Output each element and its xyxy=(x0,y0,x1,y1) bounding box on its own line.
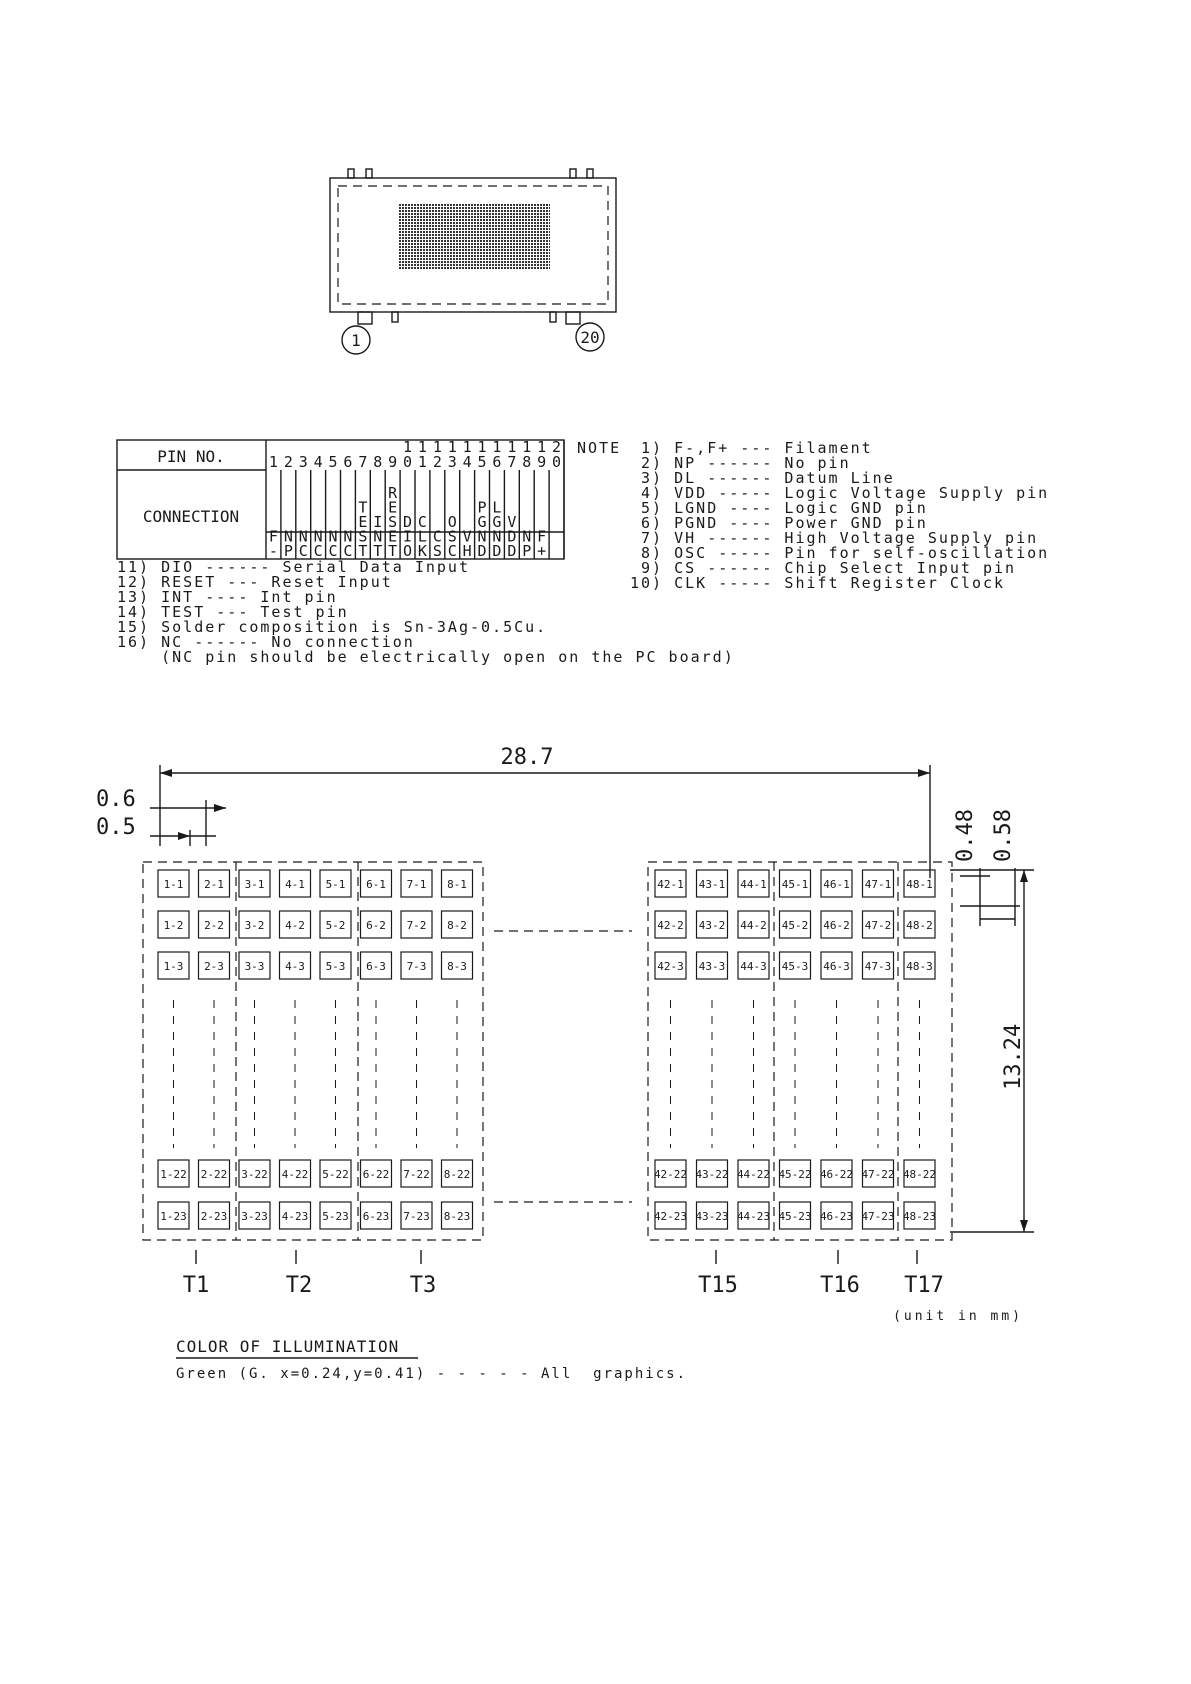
segment-label-47-22: 47-22 xyxy=(861,1168,895,1181)
pin-number-12-digit-0: 1 xyxy=(432,438,442,456)
pin-connection-8-char-0: I xyxy=(373,513,383,531)
note-line: (NC pin should be electrically open on the PC board) xyxy=(117,648,735,666)
segment-label-48-3: 48-3 xyxy=(906,960,933,973)
note-line: 2) NP ------ No pin xyxy=(630,454,851,472)
segment-label-43-23: 43-23 xyxy=(695,1210,729,1223)
pin-number-4: 4 xyxy=(313,453,323,471)
pin-connection-13-char-0: O xyxy=(447,513,457,531)
pin-connection-18-char-1: P xyxy=(522,542,532,560)
pin-connection-16-char-1: G xyxy=(492,513,502,531)
segment-label-6-22: 6-22 xyxy=(362,1168,390,1181)
segment-label-8-2: 8-2 xyxy=(447,919,467,932)
segment-label-44-2: 44-2 xyxy=(740,919,767,932)
note-line: 9) CS ------ Chip Select Input pin xyxy=(630,559,1017,577)
note-line: 4) VDD ----- Logic Voltage Supply pin xyxy=(630,484,1050,502)
pin-number-1: 1 xyxy=(268,453,278,471)
segment-label-45-3: 45-3 xyxy=(781,960,809,973)
pin-number-15-digit-0: 1 xyxy=(477,438,487,456)
segment-label-8-3: 8-3 xyxy=(447,960,467,973)
pin-connection-9-char-1: E xyxy=(388,498,398,517)
note-line: 7) VH ------ High Voltage Supply pin xyxy=(630,529,1039,547)
note-line: 3) DL ------ Datum Line xyxy=(630,469,895,487)
pin-connection-19-char-1: + xyxy=(537,542,547,560)
pin-connection-15-char-3: D xyxy=(477,542,487,560)
dim-1324: 13.24 xyxy=(1001,1023,1026,1090)
pin-number-16-digit-1: 6 xyxy=(492,453,502,471)
dim-pitch-b: 0.5 xyxy=(96,815,136,840)
pin-connection-1-char-0: F xyxy=(268,527,278,546)
pin-number-8: 8 xyxy=(373,453,383,471)
segment-label-3-1: 3-1 xyxy=(244,878,265,891)
pin-number-10-digit-0: 1 xyxy=(403,438,413,456)
segment-label-43-22: 43-22 xyxy=(695,1168,729,1181)
segment-label-42-1: 42-1 xyxy=(657,878,684,891)
pin-connection-13-char-2: C xyxy=(447,542,457,560)
pin-connection-11-char-0: C xyxy=(417,513,427,531)
pin-number-3: 3 xyxy=(298,453,308,471)
note-line: 16) NC ------ No connection xyxy=(117,633,415,651)
pin-connection-4-char-0: N xyxy=(313,527,323,546)
pin-connection-1-char-1: - xyxy=(268,542,278,560)
segment-label-4-1: 4-1 xyxy=(285,878,305,891)
pin-connection-8-char-2: T xyxy=(373,542,383,560)
illumination-heading: COLOR OF ILLUMINATION xyxy=(176,1337,400,1356)
pin-connection-10-char-0: D xyxy=(403,513,413,531)
dim-overall-width: 28.7 xyxy=(500,745,554,770)
segment-label-6-1: 6-1 xyxy=(366,878,386,891)
pin-connection-16-char-3: D xyxy=(492,542,502,560)
segment-label-46-23: 46-23 xyxy=(819,1210,854,1223)
note-line: 15) Solder composition is Sn-3Ag-0.5Cu. xyxy=(117,618,548,636)
pin-connection-14-char-1: H xyxy=(462,542,472,560)
segment-label-6-23: 6-23 xyxy=(362,1210,390,1223)
segment-label-3-2: 3-2 xyxy=(244,919,265,932)
segment-label-7-1: 7-1 xyxy=(406,878,427,891)
pin-connection-5-char-0: N xyxy=(328,527,338,546)
segment-layout xyxy=(143,862,952,1298)
pin-number-17-digit-0: 1 xyxy=(507,438,517,456)
dim-pitch-a: 0.6 xyxy=(96,787,136,812)
segment-label-45-2: 45-2 xyxy=(781,919,809,932)
segment-label-45-23: 45-23 xyxy=(778,1210,812,1223)
pin-number-9: 9 xyxy=(388,453,398,471)
pin-connection-11-char-1: L xyxy=(417,527,427,546)
pin-connection-10-char-2: O xyxy=(403,542,413,560)
segment-label-47-1: 47-1 xyxy=(864,878,892,891)
segment-label-43-1: 43-1 xyxy=(698,878,726,891)
pin-number-11-digit-0: 1 xyxy=(417,438,427,456)
segment-label-2-2: 2-2 xyxy=(204,919,224,932)
dim-048: 0.48 xyxy=(953,809,978,862)
segment-label-42-22: 42-22 xyxy=(653,1168,688,1181)
note-title: NOTE xyxy=(577,439,622,457)
note-line: 8) OSC ----- Pin for self-oscillation xyxy=(630,544,1050,562)
pin-number-17-digit-1: 7 xyxy=(507,453,517,471)
group-label-t16: T16 xyxy=(820,1273,860,1298)
segment-label-5-22: 5-22 xyxy=(322,1168,349,1181)
segment-label-43-3: 43-3 xyxy=(698,960,726,973)
group-label-t15: T15 xyxy=(698,1273,738,1298)
pin-connection-16-char-2: N xyxy=(492,527,502,546)
segment-label-3-23: 3-23 xyxy=(241,1210,268,1223)
pin-connection-19-char-0: F xyxy=(537,527,547,546)
note-line: 13) INT ---- Int pin xyxy=(117,588,338,606)
segment-label-5-23: 5-23 xyxy=(322,1210,349,1223)
segment-label-46-3: 46-3 xyxy=(823,960,850,973)
pin-number-5: 5 xyxy=(328,453,338,471)
pin-connection-12-char-1: S xyxy=(432,542,442,560)
pin-number-15-digit-1: 5 xyxy=(477,453,487,471)
segment-label-1-3: 1-3 xyxy=(163,960,184,973)
connection-header: CONNECTION xyxy=(142,507,240,526)
segment-label-3-22: 3-22 xyxy=(241,1168,268,1181)
segment-label-5-2: 5-2 xyxy=(325,919,346,932)
segment-label-2-23: 2-23 xyxy=(200,1210,228,1223)
pin-connection-2-char-0: N xyxy=(283,527,293,546)
pin-connection-15-char-1: G xyxy=(477,513,487,531)
pin-number-18-digit-1: 8 xyxy=(522,453,532,471)
pin-number-12-digit-1: 2 xyxy=(432,453,442,471)
pin-connection-7-char-3: T xyxy=(358,542,368,560)
pin-connection-15-char-2: N xyxy=(477,527,487,546)
dim-058: 0.58 xyxy=(991,809,1016,862)
pin-connection-3-char-0: N xyxy=(298,527,308,546)
pin-connection-17-char-0: V xyxy=(507,513,517,531)
segment-label-8-1: 8-1 xyxy=(447,878,467,891)
segment-label-1-1: 1-1 xyxy=(163,878,184,891)
segment-label-44-22: 44-22 xyxy=(736,1168,771,1181)
pin-connection-7-char-1: E xyxy=(358,513,368,531)
group-label-t3: T3 xyxy=(409,1273,437,1298)
pin-number-20-digit-1: 0 xyxy=(552,453,562,471)
note-line: 14) TEST --- Test pin xyxy=(117,603,349,621)
pin-number-10-digit-1: 0 xyxy=(403,453,413,471)
segment-label-48-22: 48-22 xyxy=(902,1168,937,1181)
pin-connection-5-char-1: C xyxy=(328,542,338,560)
segment-label-1-22: 1-22 xyxy=(160,1168,187,1181)
segment-label-44-1: 44-1 xyxy=(740,878,767,891)
note-line: 10) CLK ----- Shift Register Clock xyxy=(630,574,1006,592)
segment-label-4-3: 4-3 xyxy=(285,960,305,973)
pin-number-13-digit-0: 1 xyxy=(447,438,457,456)
segment-label-5-3: 5-3 xyxy=(325,960,346,973)
segment-label-43-2: 43-2 xyxy=(698,919,726,932)
pin-connection-2-char-1: P xyxy=(283,542,293,560)
segment-label-2-1: 2-1 xyxy=(204,878,224,891)
segment-label-47-23: 47-23 xyxy=(861,1210,895,1223)
segment-label-4-2: 4-2 xyxy=(285,919,305,932)
segment-label-48-1: 48-1 xyxy=(906,878,933,891)
pin-connection-3-char-1: C xyxy=(298,542,308,560)
segment-label-7-2: 7-2 xyxy=(406,919,427,932)
segment-label-2-22: 2-22 xyxy=(200,1168,228,1181)
segment-label-6-2: 6-2 xyxy=(366,919,386,932)
pin-connection-9-char-2: S xyxy=(388,513,398,531)
group-label-t2: T2 xyxy=(285,1273,313,1298)
segment-label-47-3: 47-3 xyxy=(864,960,892,973)
segment-label-46-1: 46-1 xyxy=(823,878,850,891)
segment-label-48-23: 48-23 xyxy=(902,1210,937,1223)
segment-label-8-23: 8-23 xyxy=(443,1210,471,1223)
segment-label-7-23: 7-23 xyxy=(403,1210,430,1223)
segment-label-1-2: 1-2 xyxy=(163,919,184,932)
note-line: 5) LGND ---- Logic GND pin xyxy=(630,499,928,517)
pin-connection-13-char-1: S xyxy=(447,527,457,546)
segment-label-48-2: 48-2 xyxy=(906,919,933,932)
pin-number-7: 7 xyxy=(358,453,368,471)
dimension-lines xyxy=(96,745,1034,1232)
pin-connection-8-char-1: N xyxy=(373,527,383,546)
segment-label-45-1: 45-1 xyxy=(781,878,809,891)
segment-label-46-22: 46-22 xyxy=(819,1168,854,1181)
pin-connection-9-char-0: R xyxy=(388,484,398,502)
segment-label-3-3: 3-3 xyxy=(244,960,265,973)
segment-label-4-23: 4-23 xyxy=(281,1210,309,1223)
segment-label-1-23: 1-23 xyxy=(160,1210,187,1223)
group-label-t17: T17 xyxy=(904,1273,944,1298)
dot-matrix-area xyxy=(398,203,550,270)
pin-number-20-digit-0: 2 xyxy=(552,438,562,456)
pin-connection-9-char-3: E xyxy=(388,527,398,546)
note-line: 1) F-,F+ --- Filament xyxy=(630,439,873,457)
note-line: 11) DIO ------ Serial Data Input xyxy=(117,558,470,576)
segment-label-42-2: 42-2 xyxy=(657,919,684,932)
segment-label-47-2: 47-2 xyxy=(864,919,892,932)
pin-connection-11-char-2: K xyxy=(417,542,427,560)
pin-connection-6-char-0: N xyxy=(343,527,353,546)
segment-label-7-3: 7-3 xyxy=(406,960,427,973)
pin-connection-15-char-0: P xyxy=(477,498,487,517)
display-module xyxy=(330,169,616,354)
segment-label-45-22: 45-22 xyxy=(778,1168,812,1181)
segment-label-2-3: 2-3 xyxy=(204,960,224,973)
pin-connection-7-char-2: S xyxy=(358,527,368,546)
pin-connection-12-char-0: C xyxy=(432,527,442,546)
pin-connection-7-char-0: T xyxy=(358,498,368,517)
segment-label-42-3: 42-3 xyxy=(657,960,684,973)
pin-connection-17-char-1: D xyxy=(507,527,517,546)
group-label-t1: T1 xyxy=(182,1273,210,1298)
pin-connection-9-char-4: T xyxy=(388,542,398,560)
segment-label-6-3: 6-3 xyxy=(366,960,386,973)
pin-connection-14-char-0: V xyxy=(462,527,472,546)
pin-no-header: PIN NO. xyxy=(157,447,225,466)
pin-first-label: 1 xyxy=(351,331,361,350)
segment-label-44-3: 44-3 xyxy=(740,960,767,973)
segment-label-4-22: 4-22 xyxy=(281,1168,309,1181)
unit-note: (unit in mm) xyxy=(893,1309,1023,1324)
pin-number-13-digit-1: 3 xyxy=(447,453,457,471)
segment-label-46-2: 46-2 xyxy=(823,919,850,932)
pin-number-16-digit-0: 1 xyxy=(492,438,502,456)
pin-number-11-digit-1: 1 xyxy=(417,453,427,471)
pin-number-19-digit-1: 9 xyxy=(537,453,547,471)
segment-label-8-22: 8-22 xyxy=(443,1168,471,1181)
segment-label-42-23: 42-23 xyxy=(653,1210,688,1223)
pin-last-label: 20 xyxy=(580,328,600,347)
pin-connection-6-char-1: C xyxy=(343,542,353,560)
note-line: 6) PGND ---- Power GND pin xyxy=(630,514,928,532)
segment-label-7-22: 7-22 xyxy=(403,1168,430,1181)
segment-label-5-1: 5-1 xyxy=(325,878,346,891)
pin-number-6: 6 xyxy=(343,453,353,471)
segment-label-44-23: 44-23 xyxy=(736,1210,771,1223)
note-line: 12) RESET --- Reset Input xyxy=(117,573,393,591)
pin-number-18-digit-0: 1 xyxy=(522,438,532,456)
pin-connection-table xyxy=(117,438,564,560)
pin-connection-17-char-2: D xyxy=(507,542,517,560)
pin-number-14-digit-1: 4 xyxy=(462,453,472,471)
pin-number-14-digit-0: 1 xyxy=(462,438,472,456)
pin-connection-4-char-1: C xyxy=(313,542,323,560)
pin-number-19-digit-0: 1 xyxy=(537,438,547,456)
notes-left xyxy=(117,560,735,665)
pin-connection-10-char-1: I xyxy=(403,527,413,546)
pin-connection-16-char-0: L xyxy=(492,498,502,517)
pin-number-2: 2 xyxy=(283,453,293,471)
pin-connection-18-char-0: N xyxy=(522,527,532,546)
illumination-line: Green (G. x=0.24,y=0.41) - - - - - All graphics. xyxy=(176,1366,688,1382)
